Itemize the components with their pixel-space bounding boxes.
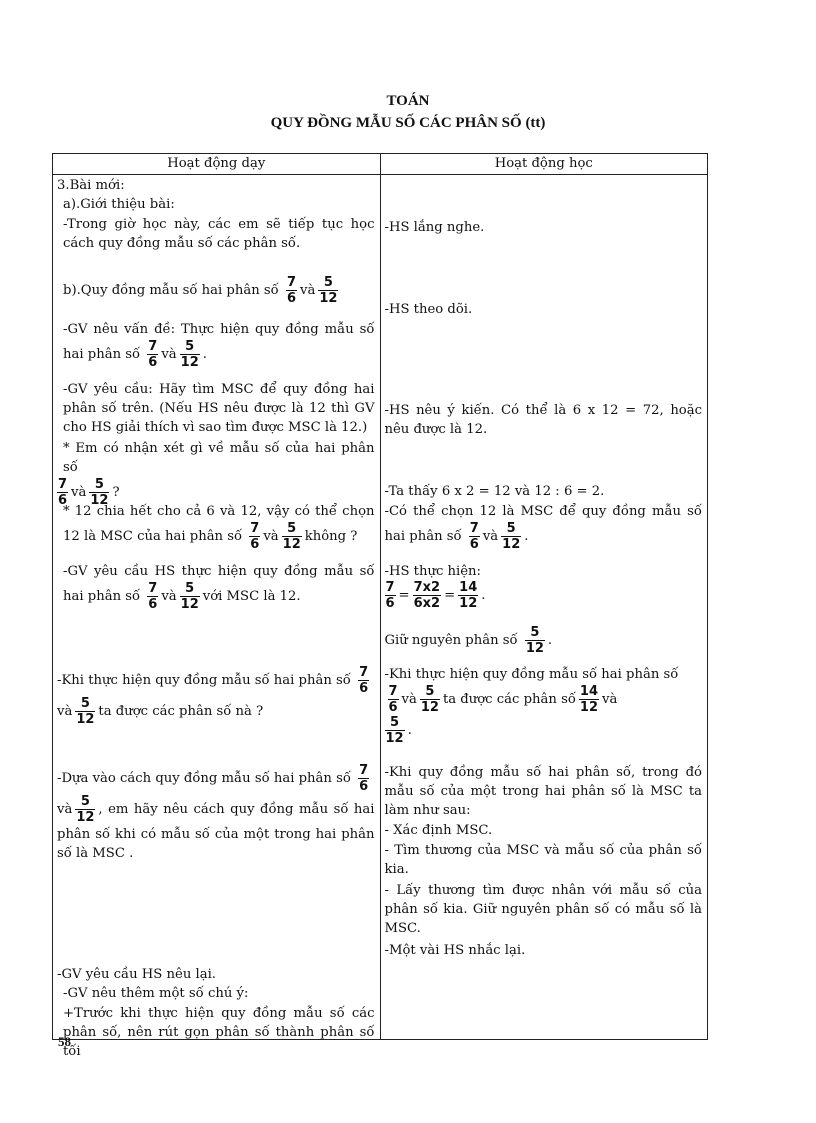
student-method-step-3: - Lấy thương tìm được nhân với mẫu số của phân số kia. Giữ nguyên phân số có mẫu số là MSC.	[384, 883, 702, 936]
student-follow: -HS theo dõi.	[384, 302, 473, 317]
teacher-problem-statement: -GV nêu vấn đề: Thực hiện quy đồng mẫu số hai phân số $\frac{7}{6}$ và $\frac{5}{12}$ .	[63, 322, 375, 370]
student-perform: -HS thực hiện:	[384, 564, 481, 579]
fraction-7-6: $\frac{7}{6}$	[359, 665, 369, 696]
student-method-intro: -Khi quy đồng mẫu số hai phân số, trong đó mẫu số của một trong hai phân số là MSC ta làm như sau:	[384, 765, 702, 818]
fraction-14-12: $\frac{14}{12}$	[579, 684, 598, 715]
fraction-5-12: $\frac{5}{12}$	[76, 696, 95, 727]
fraction-5-12: $\frac{5}{12}$	[282, 521, 301, 552]
fraction-5-12: $\frac{5}{12}$	[385, 715, 404, 746]
teacher-question-result: -Khi thực hiện quy đồng mẫu số hai phân số $\frac{7}{6}$ và $\frac{5}{12}$ ta được các phân số nà ?	[57, 665, 369, 727]
subject-heading: TOÁN	[386, 93, 430, 109]
fraction-5-12: $\frac{5}{12}$	[525, 625, 544, 656]
student-listen: -HS lắng nghe.	[384, 220, 485, 235]
fraction-7-6: $\frac{7}{6}$	[58, 477, 68, 508]
page-number: 58	[58, 1034, 71, 1049]
teacher-intro-text: -Trong giờ học này, các em sẽ tiếp tục học cách quy đồng mẫu số các phân số.	[63, 217, 375, 251]
fraction-7-6: $\frac{7}{6}$	[469, 521, 479, 552]
teacher-request-repeat: -GV yêu cầu HS nêu lại.	[57, 967, 216, 982]
teacher-request-msc: -GV yêu cầu: Hãy tìm MSC để quy đồng hai phân số trên. (Nếu HS nêu được là 12 thì GV cho HS giải thích vì sao tìm được MSC là 12.)	[63, 382, 375, 435]
student-keep-fraction: Giữ nguyên phân số $\frac{5}{12}$ .	[384, 625, 553, 656]
teacher-request-convert: -GV yêu cầu HS thực hiện quy đồng mẫu số hai phân số $\frac{7}{6}$ và $\frac{5}{12}$ với MSC là 12.	[63, 564, 375, 612]
student-repeat: -Một vài HS nhắc lại.	[384, 943, 526, 958]
fraction-5-12: $\frac{5}{12}$	[180, 581, 199, 612]
student-equation: $\frac{7}{6}$ = $\frac{7x2}{6x2}$ = $\frac{14}{12}$ .	[385, 580, 486, 611]
student-activities-cell	[380, 175, 708, 1040]
fraction-7-6: $\frac{7}{6}$	[148, 339, 158, 370]
teacher-part-b: b).Quy đồng mẫu số hai phân số $\frac{7}{6}$ và $\frac{5}{12}$	[63, 275, 338, 306]
lesson-title: QUY ĐỒNG MẪU SỐ CÁC PHÂN SỐ (tt)	[270, 115, 546, 131]
fraction-7-6: $\frac{7}{6}$	[388, 684, 398, 715]
fraction-7x2-6x2: $\frac{7x2}{6x2}$	[413, 580, 441, 611]
fraction-5-12: $\frac{5}{12}$	[180, 339, 199, 370]
fraction-7-6: $\frac{7}{6}$	[385, 580, 395, 611]
teacher-column-header: Hoạt động dạy	[53, 154, 381, 175]
fraction-5-12: $\frac{5}{12}$	[90, 477, 109, 508]
teacher-note-1: +Trước khi thực hiện quy đồng mẫu số các phân số, nên rút gọn phân số thành phân số tối	[63, 1006, 375, 1059]
student-opinion: -HS nêu ý kiến. Có thể là 6 x 12 = 72, hoặc nêu được là 12.	[384, 403, 702, 437]
fraction-14-12: $\frac{14}{12}$	[459, 580, 478, 611]
fraction-7-6: $\frac{7}{6}$	[286, 275, 296, 306]
fraction-7-6: $\frac{7}{6}$	[250, 521, 260, 552]
teacher-intro-heading: a).Giới thiệu bài:	[63, 197, 175, 212]
student-choose-msc: -Có thể chọn 12 là MSC để quy đồng mẫu số hai phân số $\frac{7}{6}$ và $\frac{5}{12}$ .	[384, 504, 702, 552]
student-result: -Khi thực hiện quy đồng mẫu số hai phân số $\frac{7}{6}$ và $\frac{5}{12}$ ta được các phân số $\frac{14}{12}$ và $\frac{5}{12}$ .	[384, 667, 679, 746]
teacher-section-heading: 3.Bài mới:	[57, 178, 125, 193]
teacher-notes-heading: -GV nêu thêm một số chú ý:	[63, 986, 249, 1001]
teacher-question-divisible: * 12 chia hết cho cả 6 và 12, vậy có thể chọn 12 là MSC của hai phân số $\frac{7}{6}$ và $\frac{5}{12}$ không ?	[63, 504, 375, 552]
fraction-5-12: $\frac{5}{12}$	[76, 794, 95, 825]
teacher-question-method: -Dựa vào cách quy đồng mẫu số hai phân số $\frac{7}{6}$ và $\frac{5}{12}$ , em hãy nêu cách quy đồng mẫu số hai phân số khi có mẫu số của một trong hai phân số là MSC .	[57, 763, 375, 861]
student-method-step-1: - Xác định MSC.	[384, 823, 493, 838]
student-column-header: Hoạt động học	[380, 154, 708, 175]
fraction-7-6: $\frac{7}{6}$	[359, 763, 369, 794]
student-observation: -Ta thấy 6 x 2 = 12 và 12 : 6 = 2.	[384, 484, 605, 499]
fraction-5-12: $\frac{5}{12}$	[502, 521, 521, 552]
fraction-5-12: $\frac{5}{12}$	[319, 275, 338, 306]
fraction-5-12: $\frac{5}{12}$	[420, 684, 439, 715]
teacher-question-denominators: * Em có nhận xét gì về mẫu số của hai phân số $\frac{7}{6}$ và $\frac{5}{12}$ ?	[58, 441, 375, 508]
student-method-step-2: - Tìm thương của MSC và mẫu số của phân số kia.	[384, 843, 702, 877]
fraction-7-6: $\frac{7}{6}$	[148, 581, 158, 612]
